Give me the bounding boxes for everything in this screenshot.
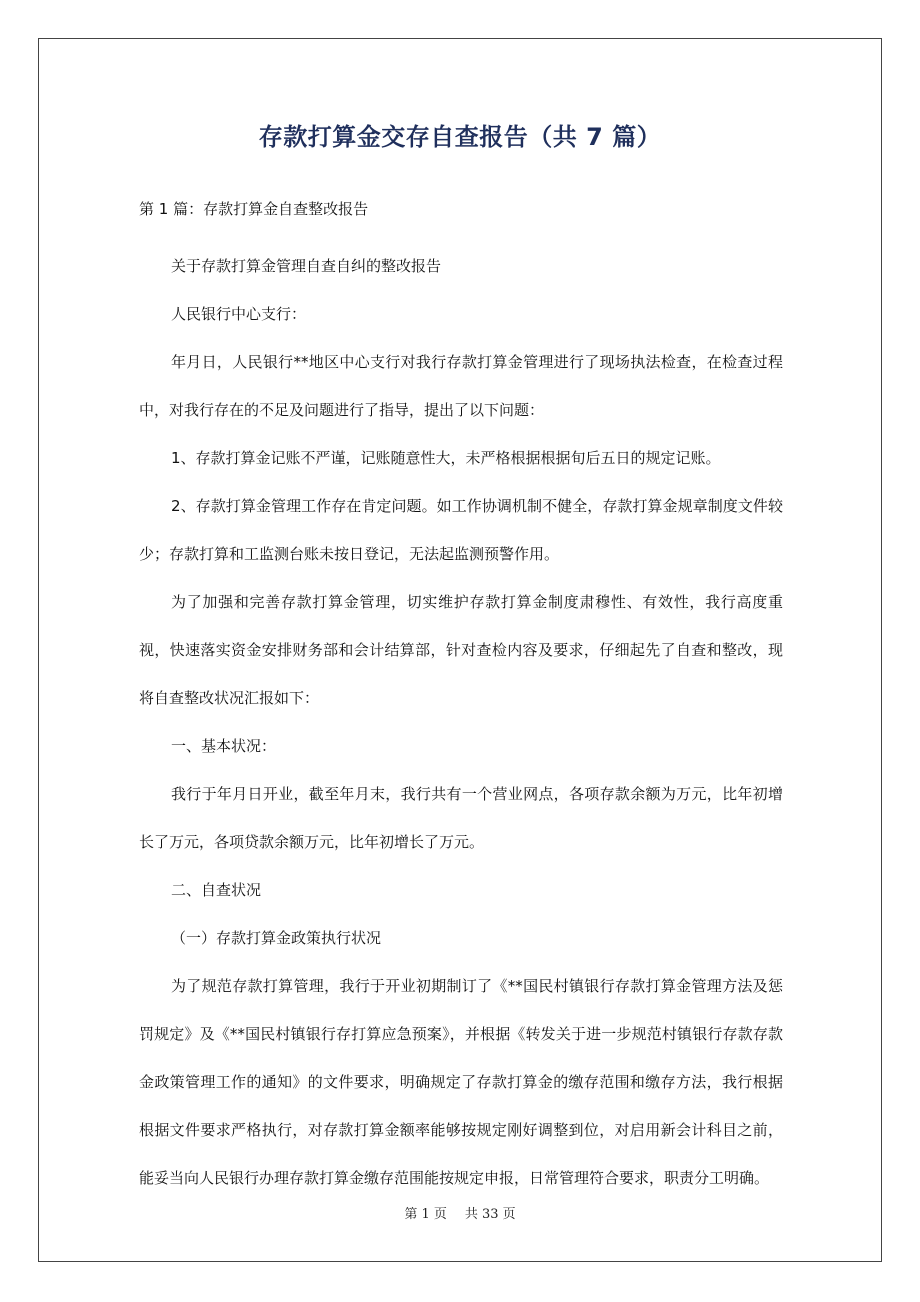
section-heading-self-check: 二、自查状况 [171, 881, 262, 899]
paragraph-issue-1: 1、存款打算金记账不严谨，记账随意性大，未严格根据根据旬后五日的规定记账。 [171, 449, 721, 467]
document-title: 存款打算金交存自查报告（共 7 篇） [258, 123, 662, 151]
paragraph-response: 为了加强和完善存款打算金管理，切实维护存款打算金制度肃穆性、有效性，我行高度重视，快速落实资金安排财务部和会计结算部，针对查检内容及要求，仔细起先了自查和整改，现将自查整改状况汇报如下： [139, 593, 783, 707]
subsection-heading-policy: （一）存款打算金政策执行状况 [171, 929, 382, 947]
page-number: 第 1 页 [404, 1207, 447, 1222]
paragraph-inspection: 年月日，人民银行**地区中心支行对我行存款打算金管理进行了现场执法检查，在检查过程中，对我行存在的不足及问题进行了指导，提出了以下问题： [139, 353, 783, 419]
paragraph-issue-2: 2、存款打算金管理工作存在肯定问题。如工作协调机制不健全，存款打算金规章制度文件较少；存款打算和工监测台账未按日登记，无法起监测预警作用。 [139, 497, 783, 563]
paragraph-report-title: 关于存款打算金管理自查自纠的整改报告 [171, 257, 442, 275]
page-footer [0, 1205, 920, 1225]
paragraph-basic-status: 我行于年月日开业，截至年月末，我行共有一个营业网点，各项存款余额为万元，比年初增长了万元，各项贷款余额万元，比年初增长了万元。 [139, 785, 783, 851]
document-body [139, 242, 783, 1202]
paragraph-salutation: 人民银行中心支行： [171, 305, 307, 323]
section-heading-basic: 一、基本状况： [171, 737, 277, 755]
paragraph-policy: 为了规范存款打算管理，我行于开业初期制订了《**国民村镇银行存款打算金管理方法及惩罚规定》及《**国民村镇银行存打算应急预案》，并根据《转发关于进一步规范村镇银行存款存款金政策管理工作的通知》的文件要求，明确规定了存款打算金的缴存范围和缴存方法，我行根据根据文件要求严格执行，对存款打算金额率能够按规定刚好调整到位，对启用新会计科目之前，能妥当向人民银行办理存款打算金缴存范围能按规定申报，日常管理符合要求，职责分工明确。 [139, 977, 783, 1187]
article-heading: 第 1 篇：存款打算金自查整改报告 [139, 200, 369, 218]
page-total: 共 33 页 [464, 1207, 516, 1222]
